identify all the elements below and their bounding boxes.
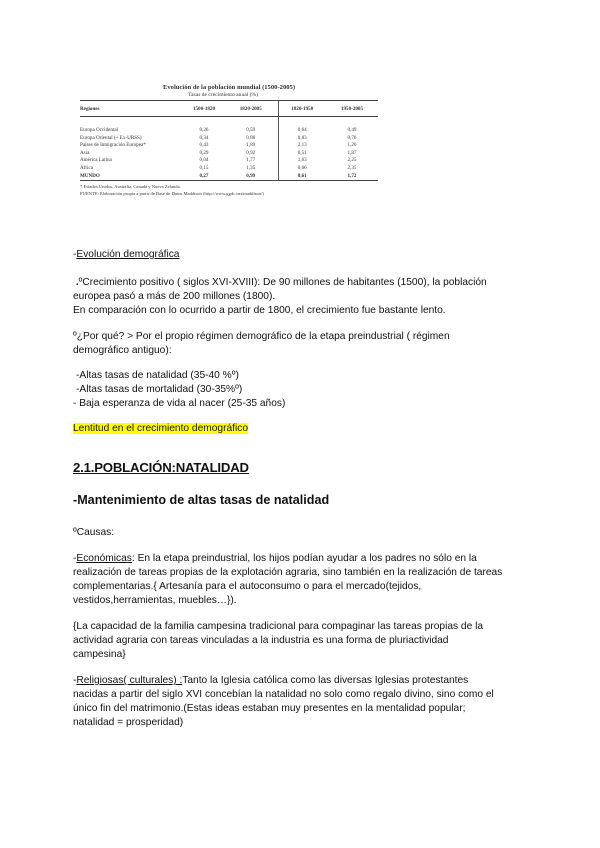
section-heading-evolucion: -Evolución demográfica: [73, 249, 180, 260]
para-crecimiento-line2: europea pasó a más de 200 millones (1800).: [73, 291, 276, 302]
table-header-row: [80, 101, 378, 117]
table-cell: 0,27: [184, 173, 224, 181]
table-cell: 0,64: [278, 127, 326, 135]
economicas-line3: complementarias.{ Artesanía para el autoconsumo o para el mercado(tejidos,: [73, 581, 422, 592]
table-header: 1500-1820: [184, 101, 224, 117]
population-table-figure: [80, 84, 378, 197]
table-cell: 0,83: [278, 135, 326, 143]
table-row: [80, 150, 378, 158]
table-cell: Países de Inmigración Europea*: [80, 142, 146, 149]
table-cell: América Latina: [80, 157, 112, 164]
table-header: 1820-2005: [224, 101, 278, 117]
para-porque-line2: demográfico antiguo):: [73, 345, 172, 356]
table-cell: 1,72: [326, 173, 378, 181]
table-row: [80, 127, 378, 135]
section-heading-natalidad: 2.1.POBLACIÓN:NATALIDAD: [73, 460, 249, 475]
table-cell: 1,35: [246, 164, 256, 171]
list-item: -Altas tasas de natalidad (35-40 %º): [76, 370, 239, 381]
table-cell: 1,77: [246, 157, 256, 164]
capacidad-line3: campesina}: [73, 649, 126, 660]
economicas-line4: vestidos,herramientas, muebles…}).: [73, 595, 237, 606]
table-cell: 2,13: [278, 142, 326, 150]
table-row-total: [80, 173, 378, 181]
figure-note: * Estados Unidos, Australia, Canadá y Nueva Zelanda: [80, 184, 180, 190]
table-cell: MUNDO: [80, 173, 184, 181]
economicas-line2: realización de tareas propias de la explotación agraria, sino también en la realización de tareas: [73, 567, 503, 578]
table-cell: 1,26: [347, 142, 357, 149]
table-header: 1820-1950: [278, 101, 326, 117]
table-cell: 0,61: [278, 173, 326, 181]
para-porque-line1: º¿Por qué? > Por el propio régimen demográfico de la etapa preindustrial ( régimen: [73, 331, 450, 342]
figure-source: FUENTE: Elaboración propia a partir de Base de Datos Maddison (http://www.ggdc.net/maddison/): [80, 190, 264, 196]
capacidad-line2: actividad agraria con tareas vinculadas a la industria es una forma de pluriactividad: [73, 635, 449, 646]
table-cell: 0,66: [278, 165, 326, 173]
para-crecimiento-line1: .ºCrecimiento positivo ( siglos XVI-XVIII): De 90 millones de habitantes (1500), la población: [73, 277, 487, 288]
capacidad-line1: {La capacidad de la familia campesina tradicional para compaginar las tareas propias de la: [73, 621, 484, 632]
religiosas-line3: único fin del matrimonio.(Estas ideas estaban muy presentes en la mentalidad popular;: [73, 703, 466, 714]
table-cell: 0,92: [246, 149, 256, 156]
figure-subtitle: Tasas de crecimiento anual (%): [187, 92, 259, 98]
table-cell: 0,88: [246, 134, 256, 141]
table-cell: 1,63: [278, 157, 326, 165]
highlight-note: Lentitud en el crecimiento demográfico: [73, 423, 248, 434]
para-crecimiento-line3: En comparación con lo ocurrido a partir de 1800, el crecimiento fue bastante lento.: [73, 305, 446, 316]
table-cell: 0,76: [347, 134, 357, 141]
table-cell: 2,35: [347, 164, 357, 171]
religiosas-line2: nacidas a partir del siglo XVI concebían la natalidad no solo como regalo divino, sino como el: [73, 689, 494, 700]
table-cell: Europa Occidental: [80, 127, 119, 133]
religiosas-line1: -Religiosas( culturales) :Tanto la Iglesia católica como las diversas Iglesias protestantes: [73, 675, 469, 686]
table-header: 1950-2005: [326, 101, 378, 117]
table-cell: 0,43: [199, 142, 209, 149]
table-row: [80, 135, 378, 143]
table-row: [80, 142, 378, 150]
population-table: [80, 100, 378, 181]
table-row: [80, 157, 378, 165]
causas-label: ºCausas:: [73, 527, 115, 538]
table-cell: Asia: [80, 149, 90, 156]
table-cell: 0,51: [278, 150, 326, 158]
table-cell: 0,99: [224, 173, 278, 181]
table-header: Regiones: [80, 101, 184, 117]
table-cell: 1,87: [347, 149, 357, 156]
list-item: - Baja esperanza de vida al nacer (25-35 años): [73, 398, 286, 409]
table-cell: 0,26: [199, 127, 209, 133]
table-cell: 2,25: [347, 157, 357, 164]
table-cell: 0,15: [199, 164, 209, 171]
table-cell: 1,89: [246, 142, 256, 149]
table-cell: 0,04: [199, 157, 209, 164]
table-cell: 0,29: [199, 149, 209, 156]
table-cell: Europa Oriental (+ Ex-URSS): [80, 134, 142, 141]
table-cell: África: [80, 164, 94, 171]
table-cell: 0,49: [347, 127, 357, 133]
figure-title: Evolución de la población mundial (1500-2005): [162, 84, 296, 91]
table-cell: 0,59: [246, 127, 256, 133]
table-row: [80, 165, 378, 173]
table-cell: 0,34: [199, 134, 209, 141]
economicas-line1: -Económicas: En la etapa preindustrial, los hijos podían ayudar a los padres no sólo en la: [73, 553, 477, 564]
subheading-altas-tasas: -Mantenimiento de altas tasas de natalidad: [73, 493, 330, 507]
list-item: -Altas tasas de mortalidad (30-35%º): [76, 384, 243, 395]
religiosas-line4: natalidad = prosperidad): [73, 717, 184, 728]
